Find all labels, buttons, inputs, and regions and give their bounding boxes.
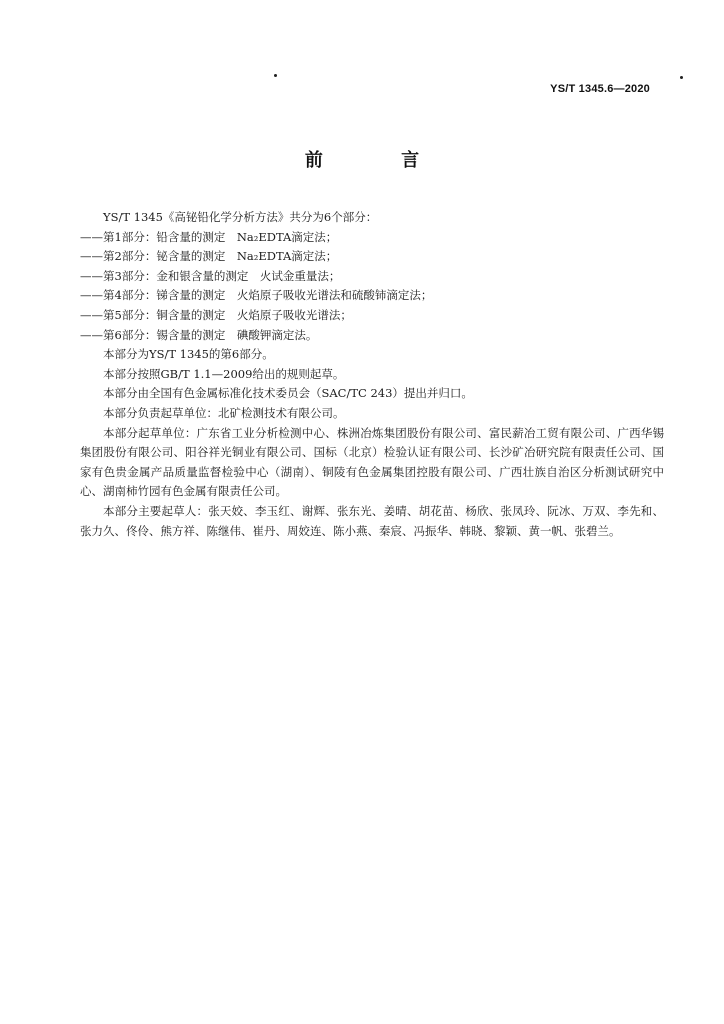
responsible-unit-paragraph: 本部分负责起草单位：北矿检测技术有限公司。 <box>103 405 345 420</box>
scan-speck <box>680 76 683 79</box>
proposed-by-paragraph: 本部分由全国有色金属标准化技术委员会（SAC/TC 243）提出并归口。 <box>103 386 473 401</box>
foreword-body <box>80 208 664 541</box>
part-item: ——第2部分：铋含量的测定 Na₂EDTA滴定法； <box>80 249 338 264</box>
drafting-rules-paragraph: 本部分按照GB/T 1.1—2009给出的规则起草。 <box>103 366 345 381</box>
main-drafters-paragraph: 本部分主要起草人：张天姣、李玉红、谢辉、张东光、姜晴、胡花苗、杨欣、张凤玲、阮冰、万双、李先和、张力久、佟伶、熊方祥、陈继伟、崔丹、周姣连、陈小燕、秦宸、冯振华、韩晓、黎颖、黄一帆、张碧兰。 <box>80 503 664 538</box>
drafting-units-paragraph: 本部分起草单位：广东省工业分析检测中心、株洲冶炼集团股份有限公司、富民薪冶工贸有限公司、广西华锡集团股份有限公司、阳谷祥光铜业有限公司、国标（北京）检验认证有限公司、长沙矿冶研究院有限责任公司、国家有色贵金属产品质量监督检验中心（湖南）、铜陵有色金属集团控股有限公司、广西壮族自治区分析测试研究中心、湖南柿竹园有色金属有限责任公司。 <box>80 425 664 499</box>
scan-speck <box>274 74 277 77</box>
part-item: ——第6部分：锡含量的测定 碘酸钾滴定法。 <box>80 327 318 342</box>
part-item: ——第1部分：铅含量的测定 Na₂EDTA滴定法； <box>80 229 338 244</box>
part-of-paragraph: 本部分为YS/T 1345的第6部分。 <box>103 347 274 362</box>
part-item: ——第3部分：金和银含量的测定 火试金重量法； <box>80 268 341 283</box>
part-item: ——第4部分：锑含量的测定 火焰原子吸收光谱法和硫酸铈滴定法； <box>80 288 433 303</box>
page-title: 前 言 <box>304 150 456 171</box>
intro-paragraph: YS/T 1345《高铋铅化学分析方法》共分为6个部分： <box>103 210 378 224</box>
standard-code: YS/T 1345.6—2020 <box>550 83 650 95</box>
part-item: ——第5部分：铜含量的测定 火焰原子吸收光谱法； <box>80 307 352 322</box>
